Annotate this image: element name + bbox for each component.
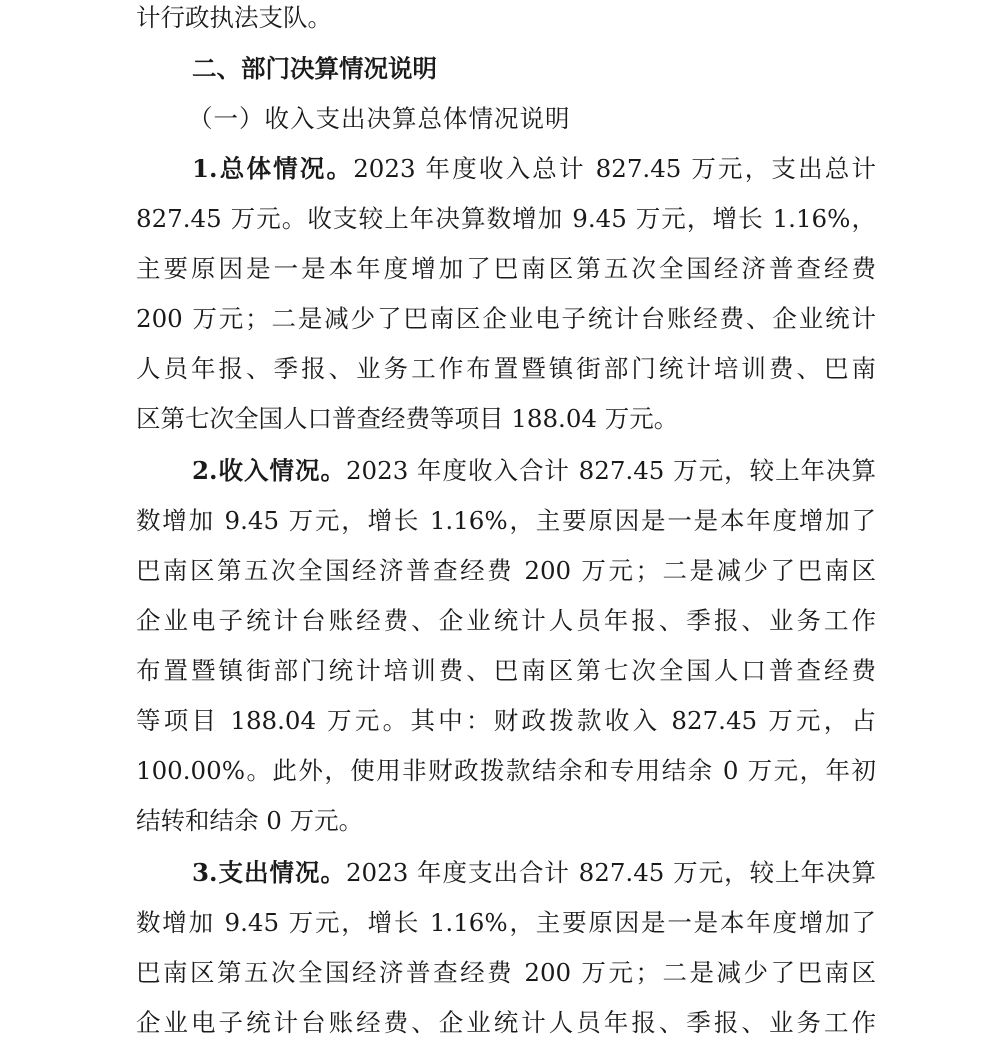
paragraph-1-line-3: 主要原因是一是本年度增加了巴南区第五次全国经济普查经费 (136, 254, 876, 283)
paragraph-3-label: 3.支出情况。 (192, 858, 346, 887)
paragraph-2-line-1 (192, 446, 876, 496)
paragraph-1-label: 1.总体情况。 (192, 154, 354, 183)
paragraph-1-line-4: 200 万元；二是减少了巴南区企业电子统计台账经费、企业统计 (136, 304, 876, 333)
paragraph-3-line-4: 企业电子统计台账经费、企业统计人员年报、季报、业务工作 (136, 1008, 876, 1037)
paragraph-3-line-1-text: 2023 年度支出合计 827.45 万元，较上年决算 (345, 858, 876, 887)
subsection-heading: （一）收入支出决算总体情况说明 (188, 104, 571, 133)
paragraph-2-line-7: 100.00%。此外，使用非财政拨款结余和专用结余 0 万元，年初 (136, 756, 876, 785)
paragraph-2-line-5: 布置暨镇街部门统计培训费、巴南区第七次全国人口普查经费 (136, 656, 876, 685)
paragraph-1-line-6: 区第七次全国人口普查经费等项目 188.04 万元。 (136, 404, 679, 433)
paragraph-1-line-1 (192, 144, 876, 194)
paragraph-fragment-top: 计行政执法支队。 (136, 3, 332, 32)
paragraph-1-line-2: 827.45 万元。收支较上年决算数增加 9.45 万元，增长 1.16%， (136, 204, 876, 233)
paragraph-1-line-1-text: 2023 年度收入总计 827.45 万元，支出总计 (353, 154, 876, 183)
paragraph-1-line-5: 人员年报、季报、业务工作布置暨镇街部门统计培训费、巴南 (136, 354, 876, 383)
paragraph-2-label: 2.收入情况。 (192, 456, 346, 485)
paragraph-3-line-1 (192, 848, 876, 898)
paragraph-2-line-8: 结转和结余 0 万元。 (136, 806, 364, 835)
paragraph-2-line-3: 巴南区第五次全国经济普查经费 200 万元；二是减少了巴南区 (136, 556, 876, 585)
paragraph-3-line-2: 数增加 9.45 万元，增长 1.16%，主要原因是一是本年度增加了 (136, 908, 876, 937)
paragraph-2-line-4: 企业电子统计台账经费、企业统计人员年报、季报、业务工作 (136, 606, 876, 635)
paragraph-2-line-6: 等项目 188.04 万元。其中：财政拨款收入 827.45 万元，占 (136, 706, 876, 735)
paragraph-3-line-3: 巴南区第五次全国经济普查经费 200 万元；二是减少了巴南区 (136, 958, 876, 987)
paragraph-2-line-1-text: 2023 年度收入合计 827.45 万元，较上年决算 (345, 456, 876, 485)
section-heading: 二、部门决算情况说明 (192, 54, 437, 83)
paragraph-2-line-2: 数增加 9.45 万元，增长 1.16%，主要原因是一是本年度增加了 (136, 506, 876, 535)
